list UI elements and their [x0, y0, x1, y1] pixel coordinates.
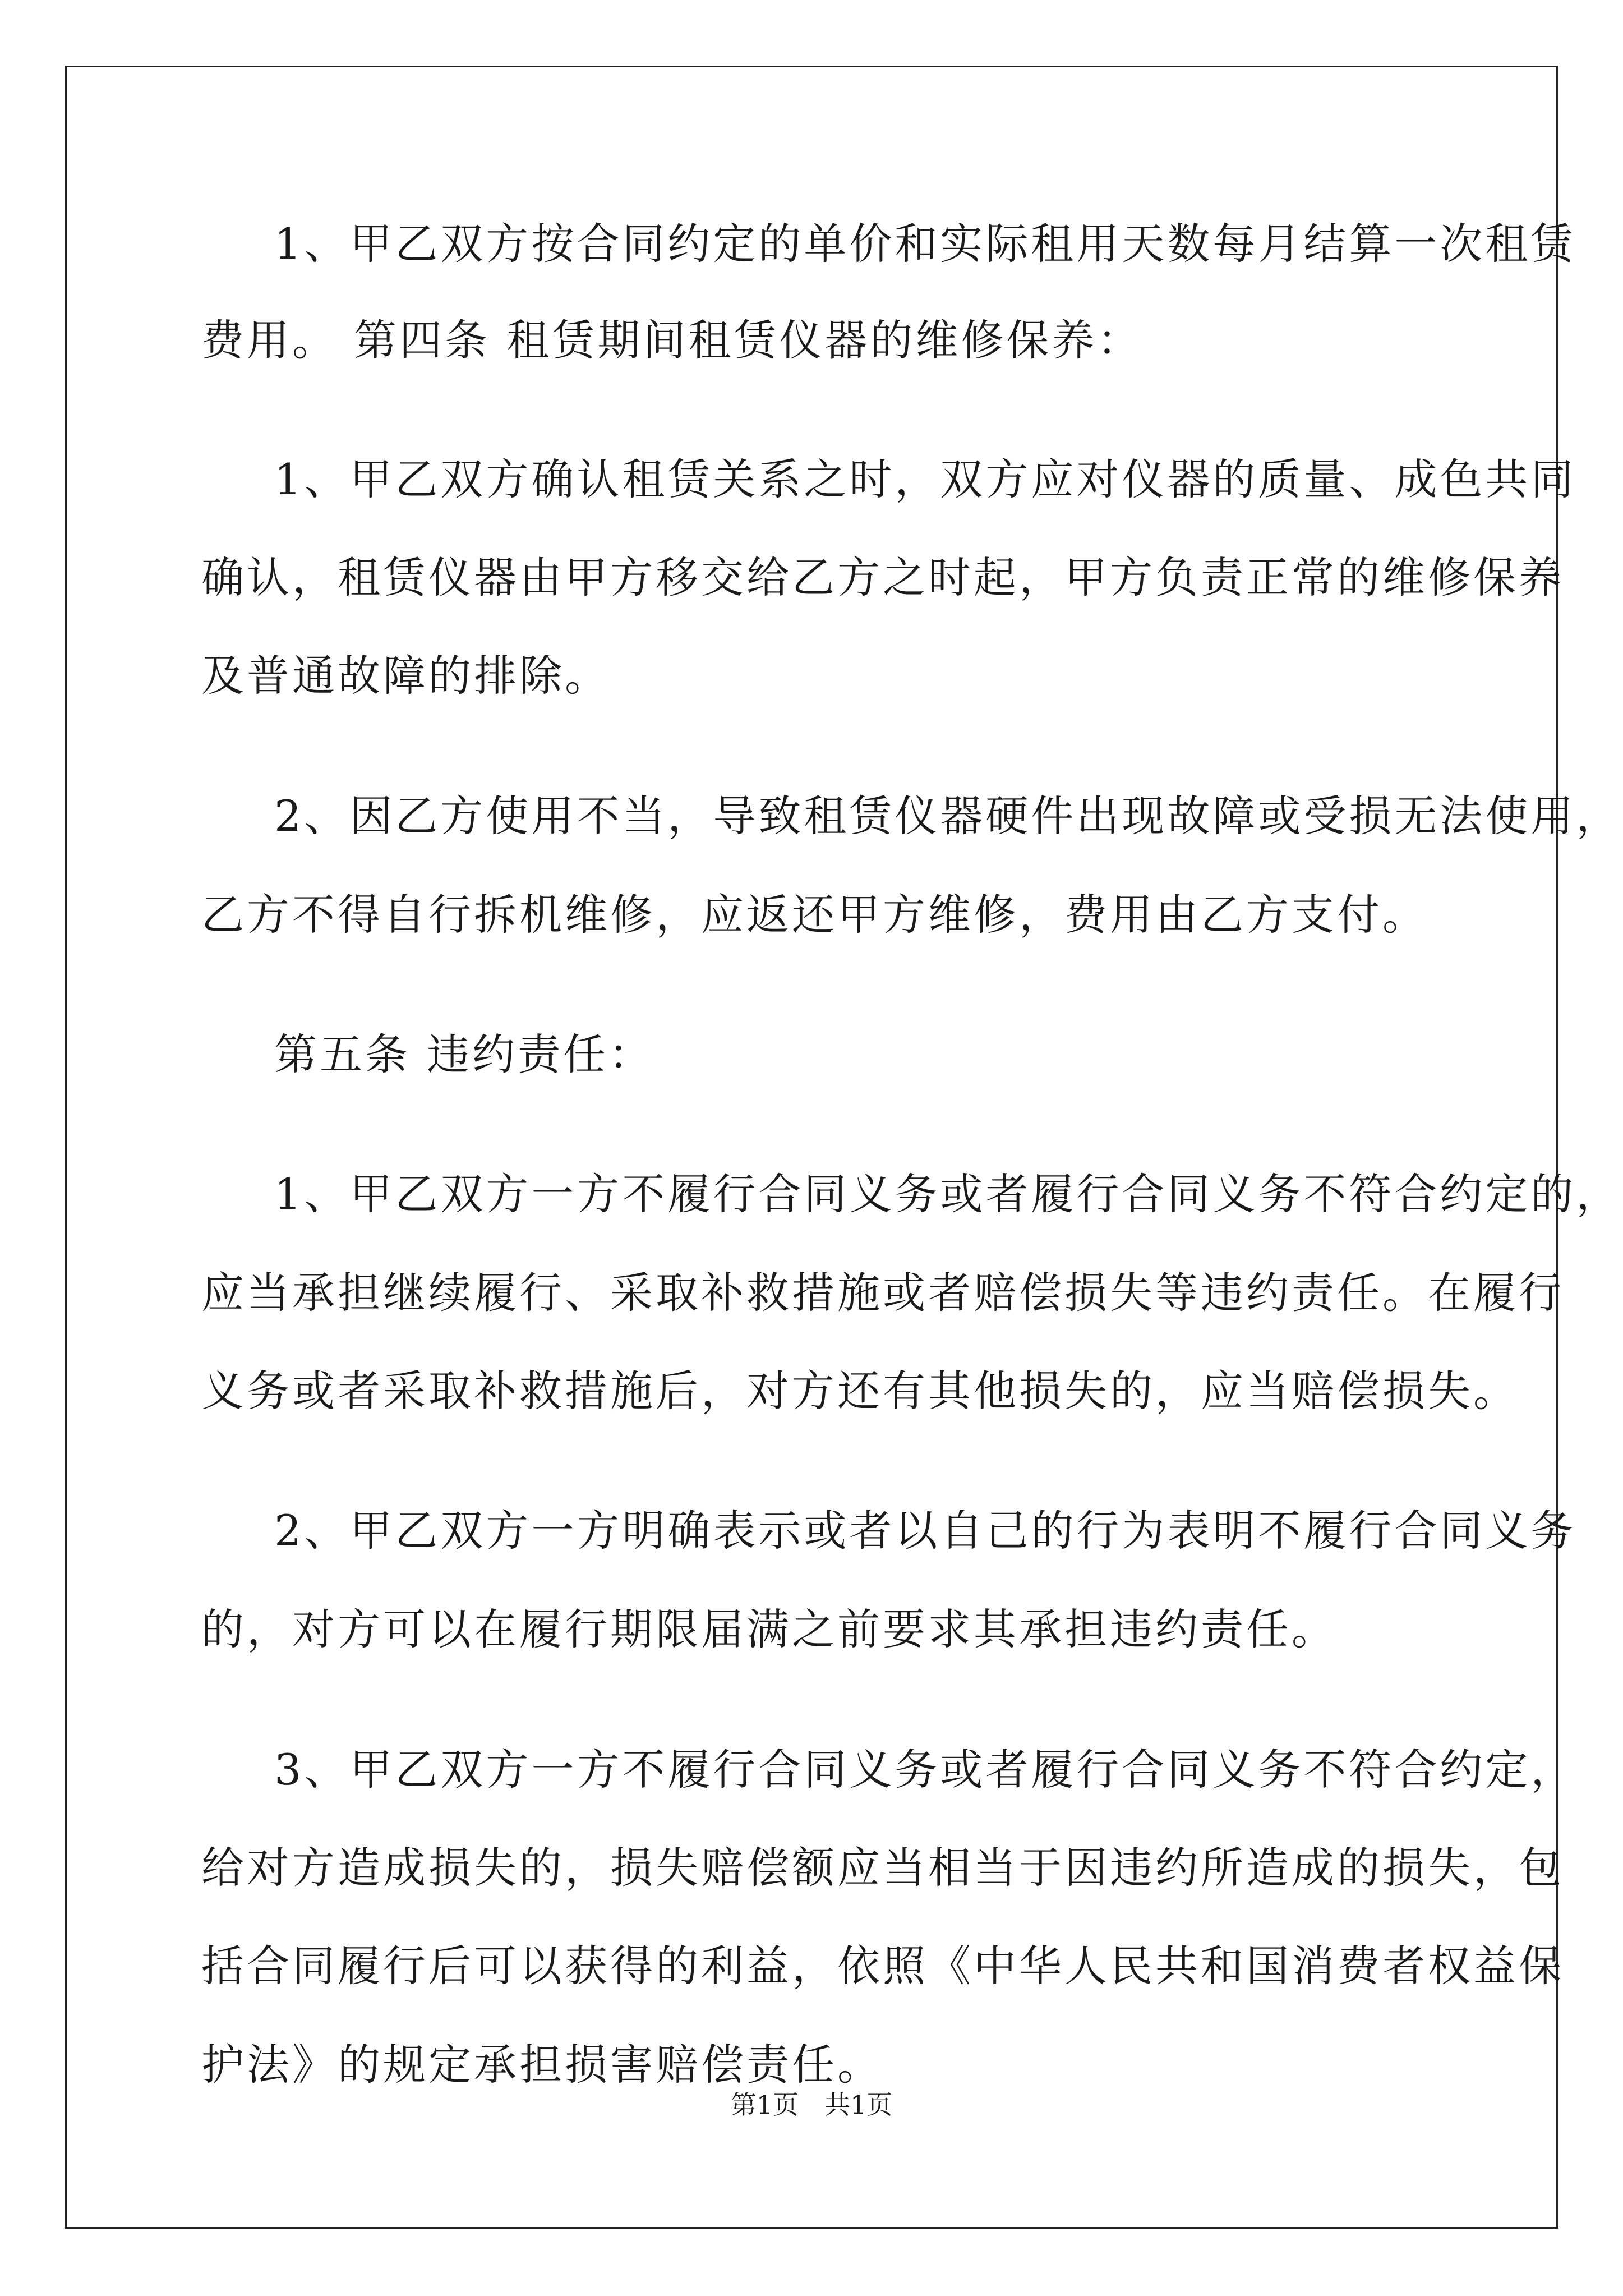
text-line: 的，对方可以在履行期限届满之前要求其承担违约责任。 — [201, 1604, 1337, 1654]
text-line: 应当承担继续履行、采取补救措施或者赔偿损失等违约责任。在履行 — [201, 1268, 1564, 1318]
text-line: 1、甲乙双方一方不履行合同义务或者履行合同义务不符合约定的， — [274, 1169, 1622, 1219]
text-line: 乙方不得自行拆机维修，应返还甲方维修，费用由乙方支付。 — [201, 890, 1428, 940]
text-line: 费用。 第四条 租赁期间租赁仪器的维修保养： — [201, 315, 1143, 365]
text-line: 护法》的规定承担损害赔偿责任。 — [201, 2040, 883, 2090]
text-line: 给对方造成损失的，损失赔偿额应当相当于因违约所造成的损失，包 — [201, 1843, 1564, 1893]
text-line: 2、因乙方使用不当，导致租赁仪器硬件出现故障或受损无法使用， — [274, 791, 1622, 841]
page-border — [65, 66, 1622, 2229]
text-line: 及普通故障的排除。 — [201, 651, 610, 701]
text-line: 2、甲乙双方一方明确表示或者以自己的行为表明不履行合同义务 — [274, 1506, 1576, 1556]
text-line: 3、甲乙双方一方不履行合同义务或者履行合同义务不符合约定， — [274, 1745, 1576, 1795]
text-line: 确认，租赁仪器由甲方移交给乙方之时起，甲方负责正常的维修保养 — [201, 553, 1564, 602]
text-line: 义务或者采取补救措施后，对方还有其他损失的，应当赔偿损失。 — [201, 1366, 1519, 1416]
section-heading: 第五条 违约责任： — [274, 1029, 654, 1079]
page-footer: 第1页 共1页 — [730, 2090, 893, 2120]
text-line: 括合同履行后可以获得的利益，依照《中华人民共和国消费者权益保 — [201, 1941, 1564, 1991]
text-line: 1、甲乙双方确认租赁关系之时，双方应对仪器的质量、成色共同 — [274, 454, 1576, 504]
text-line: 1、甲乙双方按合同约定的单价和实际租用天数每月结算一次租赁 — [274, 219, 1576, 269]
